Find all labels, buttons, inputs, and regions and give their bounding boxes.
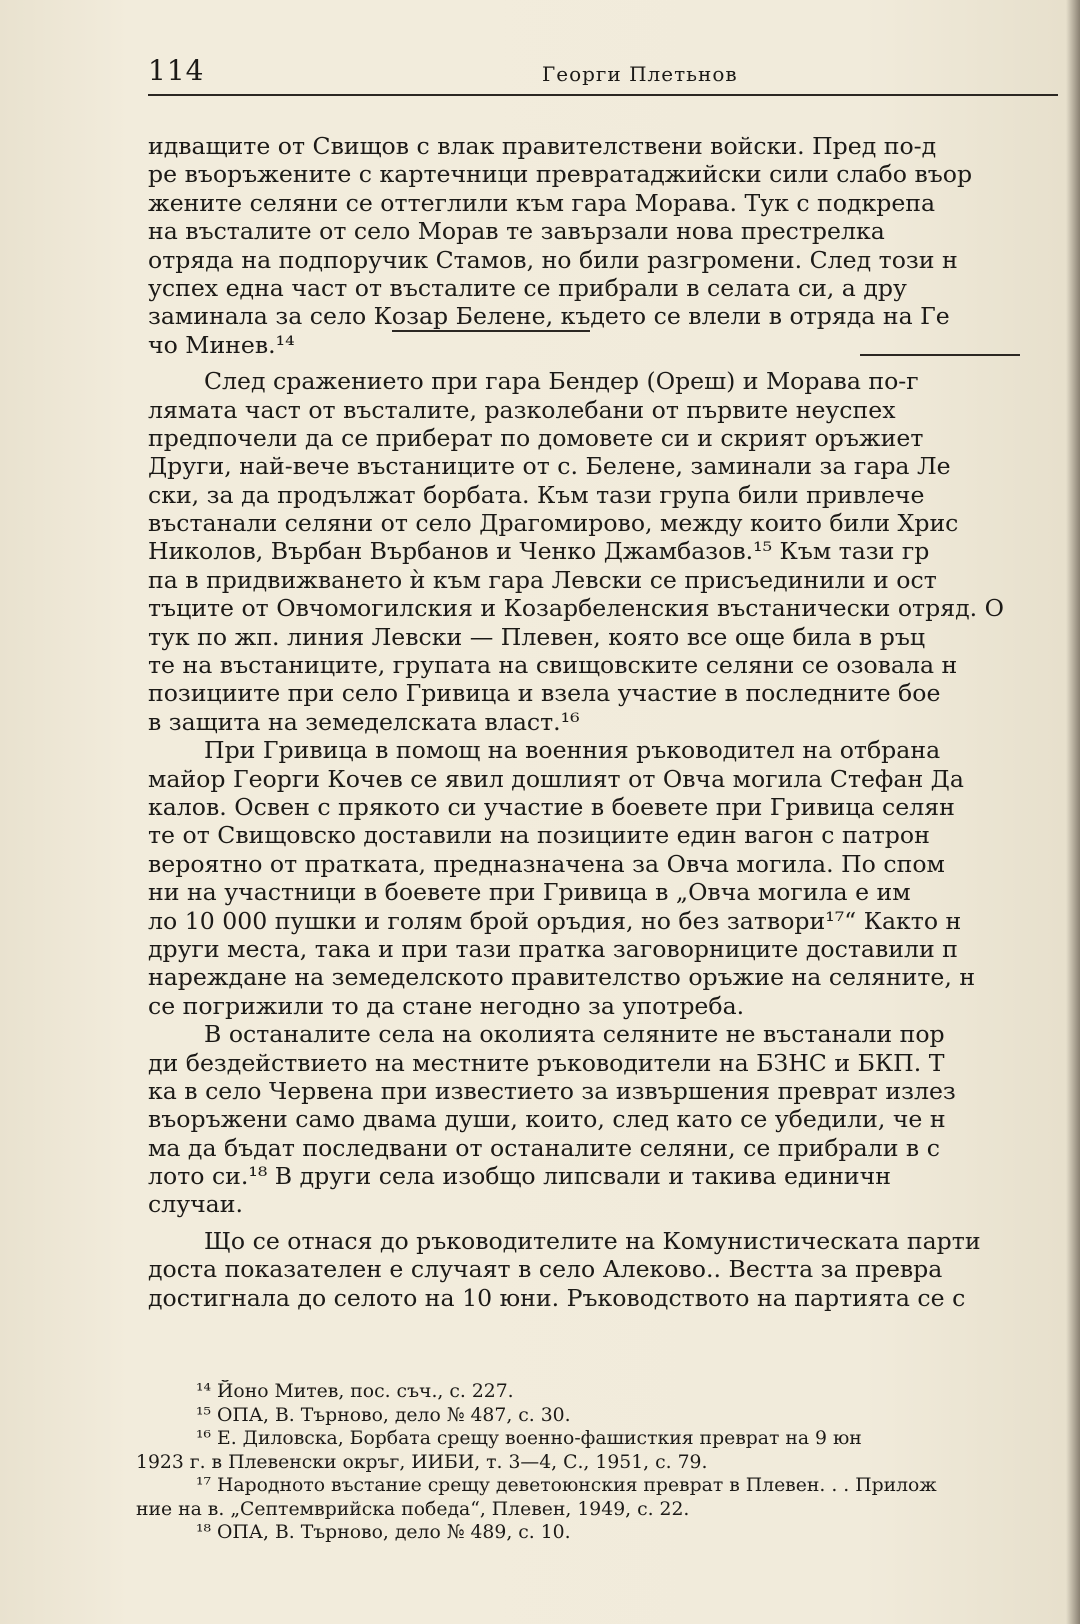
text-line: ди бездействието на местните ръководители на БЗНС и БКП. Т	[148, 1048, 945, 1077]
text-line: въоръжени само двама души, които, след като се убедили, че н	[148, 1105, 946, 1134]
paragraph-start: Що се отнася до ръководителите на Комунистическата парти	[204, 1226, 981, 1255]
text-line: ски, за да продължат борбата. Към тази група били привлече	[148, 480, 925, 509]
footnote-continuation: 1923 г. в Плевенски окръг, ИИБИ, т. 3—4, С., 1951, с. 79.	[136, 1451, 708, 1473]
footnote: ¹⁴ Йоно Митев, пос. съч., с. 227.	[196, 1381, 514, 1402]
text-line: Други, най-вече въстаниците от с. Белене, заминали за гара Ле	[148, 452, 951, 481]
paragraph-start: При Гривица в помощ на военния ръководител на отбрана	[204, 736, 941, 765]
text-line: в защита на земеделската власт.¹⁶	[148, 707, 580, 736]
text-line: други места, така и при тази пратка заговорниците доставили п	[148, 934, 958, 963]
text-line: лямата част от въсталите, разколебани от първите неуспех	[148, 395, 896, 424]
paragraph-start: В останалите села на околията селяните не въстанали пор	[204, 1020, 945, 1049]
text-line: лото си.¹⁸ В други села изобщо липсвали и такива единичн	[148, 1162, 891, 1191]
text-line: вероятно от пратката, предназначена за Овча могила. По спом	[148, 849, 945, 878]
text-line: достигнала до селото на 10 юни. Ръководството на партията се с	[148, 1283, 966, 1312]
text-line: доста показателен е случаят в село Алеково.. Вестта за превра	[148, 1255, 943, 1284]
text-line: нареждане на земеделското правителство оръжие на селяните, н	[148, 963, 976, 992]
text-line: идващите от Свищов с влак правителствени войски. Пред по-д	[148, 132, 937, 160]
text-line: въстанали селяни от село Драгомирово, между които били Хрис	[148, 509, 959, 538]
footnotes	[136, 1380, 1076, 1545]
footnote: ¹⁵ ОПА, В. Търново, дело № 487, с. 30.	[196, 1404, 571, 1426]
text-line: успех една част от въсталите се прибрали в селата си, а дру	[148, 273, 907, 302]
text-line: на въсталите от село Морав те завързали нова престрелка	[148, 217, 885, 246]
text-line: се погрижили то да стане негодно за употреба.	[148, 991, 745, 1020]
text-line: майор Георги Кочев се явил дошлият от Овча могила Стефан Да	[148, 764, 964, 793]
header-rule	[148, 94, 1058, 96]
text-line: те от Свищовско доставили на позициите един вагон с патрон	[148, 821, 930, 850]
text-line: случаи.	[148, 1190, 243, 1219]
page-header	[148, 52, 1058, 96]
page-number: 114	[148, 54, 205, 87]
text-line: па в придвижването ѝ към гара Левски се присъединили и ост	[148, 565, 937, 594]
text-line: отряда на подпоручик Стамов, но били разгромени. След този н	[148, 245, 958, 274]
text-line: ка в село Червена при известието за извършения преврат излез	[148, 1076, 956, 1105]
text-line: те на въстаниците, групата на свищовските селяни се озовала н	[148, 651, 958, 680]
text-line: ло 10 000 пушки и голям брой оръдия, но без затвори¹⁷“ Както н	[148, 906, 962, 935]
text-line: ре въоръжените с картечници превратаджийски сили слабо въор	[148, 160, 973, 189]
text-line: позициите при село Гривица и взела участие в последните бое	[148, 679, 941, 708]
main-text	[148, 132, 1078, 1312]
text-line: Николов, Върбан Върбанов и Ченко Джамбазов.¹⁵ Към тази гр	[148, 537, 930, 566]
paragraph-start: След сражението при гара Бендер (Ореш) и Морава по-г	[204, 367, 919, 396]
text-line: жените селяни се оттеглили към гара Морава. Тук с подкрепа	[148, 188, 936, 217]
text-line: тук по жп. линия Левски — Плевен, която все още била в ръц	[148, 622, 926, 651]
pencil-underline	[392, 330, 590, 332]
text-line: заминала за село Козар Белене, където се влели в отряда на Ге	[148, 302, 950, 331]
running-title: Георги Плетьнов	[542, 62, 738, 86]
text-line: предпочели да се приберат по домовете си и скрият оръжиет	[148, 423, 924, 452]
footnote-continuation: ние на в. „Септемврийска победа“, Плевен, 1949, с. 22.	[136, 1498, 690, 1520]
text-line: тъците от Овчомогилския и Козарбеленския въстанически отряд. О	[148, 594, 1004, 623]
text-line: калов. Освен с прякото си участие в боевете при Гривица селян	[148, 792, 955, 821]
text-line: чо Минев.¹⁴	[148, 330, 295, 359]
footnote: ¹⁶ Е. Диловска, Борбата срещу военно-фашисткия преврат на 9 юн	[196, 1428, 862, 1449]
text-line: ма да бъдат последвани от останалите селяни, се прибрали в с	[148, 1133, 940, 1162]
footnote: ¹⁸ ОПА, В. Търново, дело № 489, с. 10.	[196, 1522, 571, 1543]
pencil-underline	[860, 354, 1020, 356]
text-line: ни на участници в боевете при Гривица в „Овча могила е им	[148, 878, 911, 907]
footnote: ¹⁷ Народното въстание срещу деветоюнския преврат в Плевен. . . Прилож	[196, 1475, 937, 1496]
